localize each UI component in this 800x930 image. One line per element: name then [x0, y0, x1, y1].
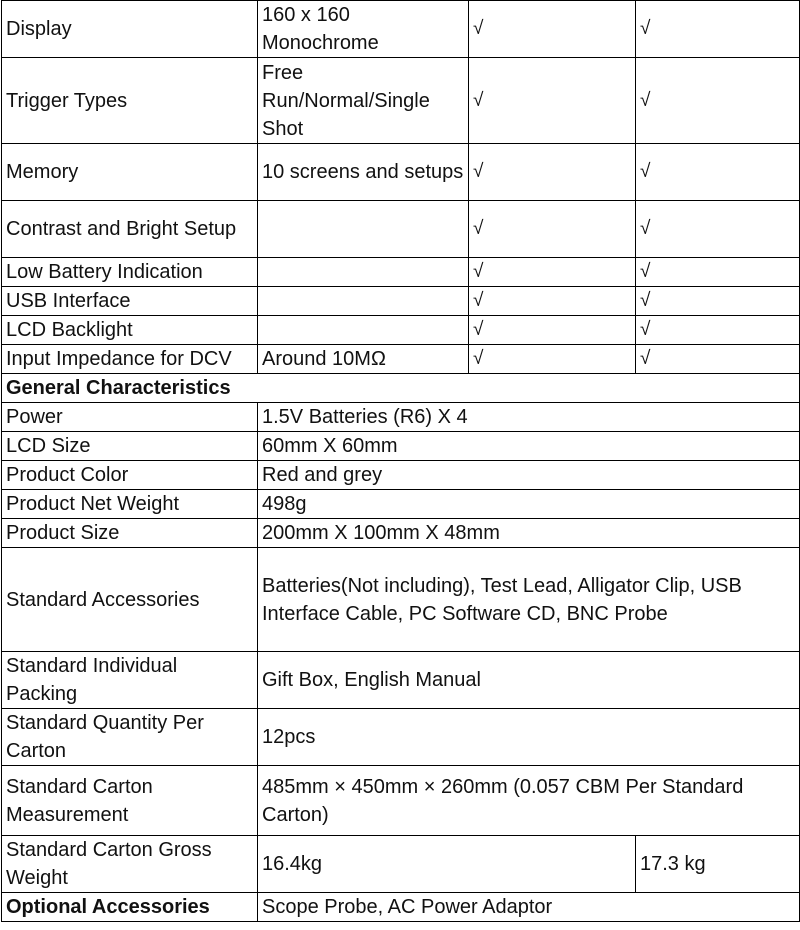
row-label: Standard Carton Gross Weight	[2, 836, 258, 893]
row-value: 16.4kg	[258, 836, 636, 893]
checkmark: √	[469, 258, 636, 287]
row-label: Standard Individual Packing	[2, 652, 258, 709]
checkmark: √	[469, 316, 636, 345]
row-value: 485mm × 450mm × 260mm (0.057 CBM Per Standard Carton)	[258, 766, 800, 836]
checkmark: √	[636, 201, 800, 258]
row-spec	[258, 201, 469, 258]
row-spec: Free Run/Normal/Single Shot	[258, 58, 469, 144]
row-value: Scope Probe, AC Power Adaptor	[258, 893, 800, 922]
row-value: 17.3 kg	[636, 836, 800, 893]
table-row	[2, 709, 800, 766]
table-row	[2, 58, 800, 144]
table-row	[2, 316, 800, 345]
row-label: Standard Carton Measurement	[2, 766, 258, 836]
table-row	[2, 432, 800, 461]
section-header-row	[2, 374, 800, 403]
checkmark: √	[636, 144, 800, 201]
table-row	[2, 144, 800, 201]
row-value: 12pcs	[258, 709, 800, 766]
row-label: Low Battery Indication	[2, 258, 258, 287]
row-value: 498g	[258, 490, 800, 519]
row-label: Contrast and Bright Setup	[2, 201, 258, 258]
checkmark: √	[469, 144, 636, 201]
row-value: Batteries(Not including), Test Lead, Alligator Clip, USB Interface Cable, PC Software CD, BNC Probe	[258, 548, 800, 652]
row-spec	[258, 316, 469, 345]
checkmark: √	[469, 345, 636, 374]
checkmark: √	[636, 58, 800, 144]
checkmark: √	[469, 287, 636, 316]
table-row	[2, 836, 800, 893]
checkmark: √	[636, 287, 800, 316]
checkmark: √	[636, 316, 800, 345]
row-label: Memory	[2, 144, 258, 201]
checkmark: √	[636, 258, 800, 287]
checkmark: √	[636, 1, 800, 58]
table-row	[2, 893, 800, 922]
row-label: Input Impedance for DCV	[2, 345, 258, 374]
spec-table	[1, 0, 800, 922]
table-row	[2, 201, 800, 258]
row-value: 60mm X 60mm	[258, 432, 800, 461]
row-label: Optional Accessories	[2, 893, 258, 922]
checkmark: √	[469, 1, 636, 58]
checkmark: √	[469, 58, 636, 144]
row-label: Product Size	[2, 519, 258, 548]
row-spec	[258, 258, 469, 287]
table-row	[2, 258, 800, 287]
row-label: Standard Accessories	[2, 548, 258, 652]
row-label: Standard Quantity Per Carton	[2, 709, 258, 766]
table-row	[2, 766, 800, 836]
checkmark: √	[636, 345, 800, 374]
table-row	[2, 345, 800, 374]
row-label: Power	[2, 403, 258, 432]
row-label: LCD Backlight	[2, 316, 258, 345]
row-label: USB Interface	[2, 287, 258, 316]
table-row	[2, 548, 800, 652]
row-label: Product Net Weight	[2, 490, 258, 519]
table-row	[2, 490, 800, 519]
row-value: Gift Box, English Manual	[258, 652, 800, 709]
section-heading: General Characteristics	[2, 374, 800, 403]
row-label: LCD Size	[2, 432, 258, 461]
table-row	[2, 287, 800, 316]
row-value: Red and grey	[258, 461, 800, 490]
row-label: Trigger Types	[2, 58, 258, 144]
checkmark: √	[469, 201, 636, 258]
table-row	[2, 461, 800, 490]
row-label: Display	[2, 1, 258, 58]
row-spec: 10 screens and setups	[258, 144, 469, 201]
row-label: Product Color	[2, 461, 258, 490]
table-row	[2, 1, 800, 58]
row-value: 200mm X 100mm X 48mm	[258, 519, 800, 548]
table-row	[2, 652, 800, 709]
row-value: 1.5V Batteries (R6) X 4	[258, 403, 800, 432]
table-row	[2, 519, 800, 548]
row-spec: Around 10MΩ	[258, 345, 469, 374]
row-spec	[258, 287, 469, 316]
table-row	[2, 403, 800, 432]
row-spec: 160 x 160 Monochrome	[258, 1, 469, 58]
